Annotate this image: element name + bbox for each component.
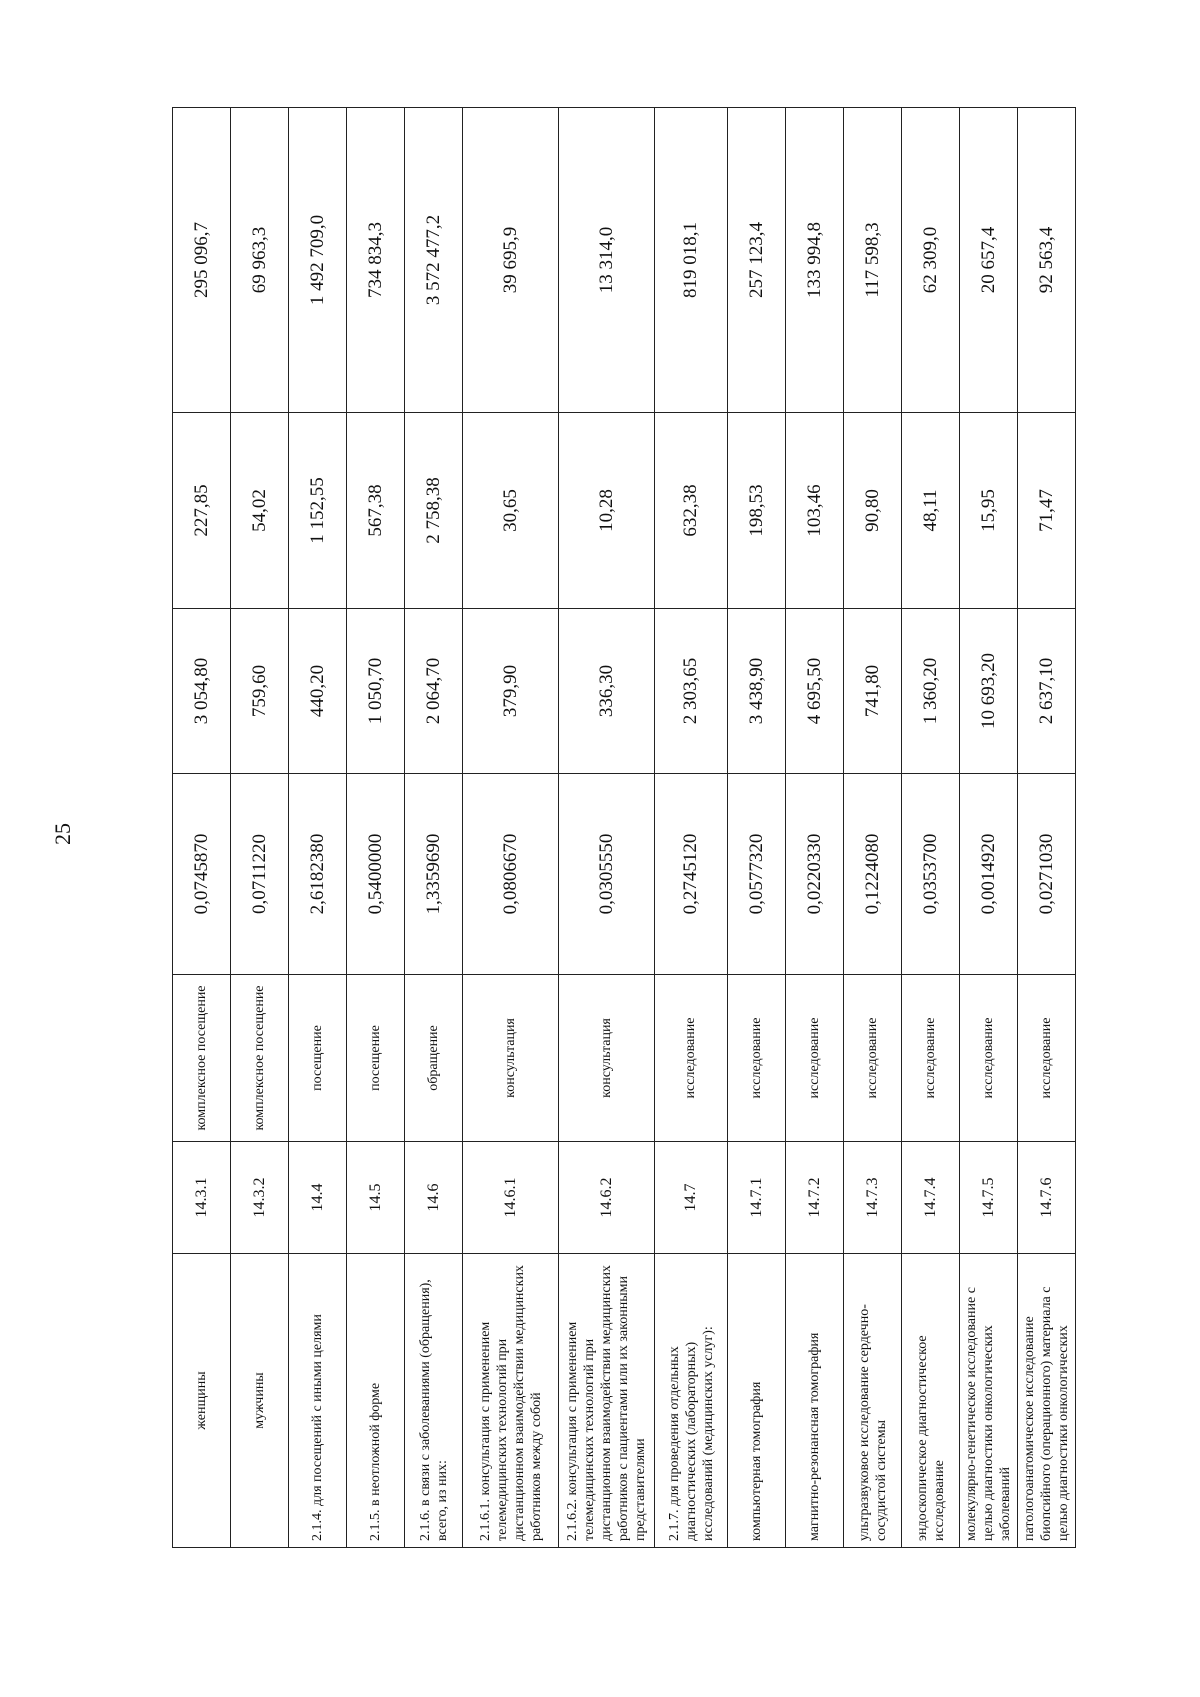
row-norm: 1,3359690 [405, 774, 463, 975]
row-total: 13 314,0 [559, 108, 655, 413]
row-total: 257 123,4 [728, 108, 786, 413]
row-total: 62 309,0 [902, 108, 960, 413]
row-name: молекулярно-генетическое исследование с целью диагностики онкологических заболеваний [960, 1254, 1018, 1548]
row-norm: 0,0745870 [173, 774, 231, 975]
page-number: 25 [50, 823, 75, 845]
row-total: 117 598,3 [844, 108, 902, 413]
row-code: 14.7 [655, 1142, 728, 1254]
row-per-capita: 54,02 [231, 413, 289, 609]
row-code: 14.7.2 [786, 1142, 844, 1254]
row-unit: исследование [655, 975, 728, 1142]
row-code: 14.4 [289, 1142, 347, 1254]
row-unit: консультация [559, 975, 655, 1142]
row-total: 1 492 709,0 [289, 108, 347, 413]
table-row [902, 108, 960, 1548]
row-cost: 3 438,90 [728, 609, 786, 774]
row-norm: 0,0220330 [786, 774, 844, 975]
row-unit: исследование [728, 975, 786, 1142]
row-cost: 4 695,50 [786, 609, 844, 774]
row-cost: 336,30 [559, 609, 655, 774]
row-code: 14.7.4 [902, 1142, 960, 1254]
row-code: 14.5 [347, 1142, 405, 1254]
row-per-capita: 103,46 [786, 413, 844, 609]
row-norm: 0,0353700 [902, 774, 960, 975]
row-norm: 0,2745120 [655, 774, 728, 975]
row-total: 3 572 477,2 [405, 108, 463, 413]
table-row [960, 108, 1018, 1548]
row-per-capita: 198,53 [728, 413, 786, 609]
row-per-capita: 2 758,38 [405, 413, 463, 609]
row-cost: 440,20 [289, 609, 347, 774]
row-total: 92 563,4 [1018, 108, 1076, 413]
table-row [844, 108, 902, 1548]
row-norm: 2,6182380 [289, 774, 347, 975]
row-name: мужчины [231, 1254, 289, 1548]
row-norm: 0,0577320 [728, 774, 786, 975]
rotated-table-container [172, 108, 1072, 1548]
row-unit: обращение [405, 975, 463, 1142]
row-name: 2.1.6. в связи с заболеваниями (обращения), всего, из них: [405, 1254, 463, 1548]
row-norm: 0,0711220 [231, 774, 289, 975]
row-total: 819 018,1 [655, 108, 728, 413]
row-unit: исследование [902, 975, 960, 1142]
table-row [463, 108, 559, 1548]
row-cost: 379,90 [463, 609, 559, 774]
row-code: 14.6.1 [463, 1142, 559, 1254]
row-cost: 2 064,70 [405, 609, 463, 774]
row-unit: комплексное посещение [173, 975, 231, 1142]
row-unit: исследование [1018, 975, 1076, 1142]
row-code: 14.6.2 [559, 1142, 655, 1254]
table-row [655, 108, 728, 1548]
row-cost: 1 050,70 [347, 609, 405, 774]
row-name: компьютерная томография [728, 1254, 786, 1548]
row-name: магнитно-резонансная томография [786, 1254, 844, 1548]
row-per-capita: 227,85 [173, 413, 231, 609]
table-row [1018, 108, 1076, 1548]
table-body [173, 108, 1076, 1548]
table-row [559, 108, 655, 1548]
row-code: 14.3.1 [173, 1142, 231, 1254]
row-per-capita: 632,38 [655, 413, 728, 609]
row-per-capita: 71,47 [1018, 413, 1076, 609]
table-row [173, 108, 231, 1548]
row-cost: 2 637,10 [1018, 609, 1076, 774]
row-per-capita: 567,38 [347, 413, 405, 609]
row-total: 39 695,9 [463, 108, 559, 413]
table-row [405, 108, 463, 1548]
table-row [347, 108, 405, 1548]
row-name: 2.1.7. для проведения отдельных диагностических (лабораторных) исследований (медицинских услуг): [655, 1254, 728, 1548]
row-cost: 2 303,65 [655, 609, 728, 774]
row-norm: 0,0305550 [559, 774, 655, 975]
row-code: 14.7.1 [728, 1142, 786, 1254]
row-per-capita: 10,28 [559, 413, 655, 609]
row-cost: 3 054,80 [173, 609, 231, 774]
row-total: 295 096,7 [173, 108, 231, 413]
row-unit: исследование [844, 975, 902, 1142]
row-per-capita: 15,95 [960, 413, 1018, 609]
row-total: 133 994,8 [786, 108, 844, 413]
row-name: женщины [173, 1254, 231, 1548]
row-name: эндоскопическое диагностическое исследование [902, 1254, 960, 1548]
row-code: 14.6 [405, 1142, 463, 1254]
row-code: 14.7.3 [844, 1142, 902, 1254]
row-unit: посещение [289, 975, 347, 1142]
row-cost: 741,80 [844, 609, 902, 774]
row-code: 14.3.2 [231, 1142, 289, 1254]
table-row [231, 108, 289, 1548]
row-per-capita: 90,80 [844, 413, 902, 609]
row-unit: исследование [960, 975, 1018, 1142]
row-total: 20 657,4 [960, 108, 1018, 413]
cost-table [172, 107, 1076, 1548]
row-norm: 0,1224080 [844, 774, 902, 975]
row-name: патологоанатомическое исследование биопсийного (операционного) материала с целью диагностики онкологических [1018, 1254, 1076, 1548]
row-unit: комплексное посещение [231, 975, 289, 1142]
row-norm: 0,5400000 [347, 774, 405, 975]
row-norm: 0,0806670 [463, 774, 559, 975]
row-unit: консультация [463, 975, 559, 1142]
row-total: 69 963,3 [231, 108, 289, 413]
row-name: 2.1.5. в неотложной форме [347, 1254, 405, 1548]
row-name: ультразвуковое исследование сердечно-сосудистой системы [844, 1254, 902, 1548]
row-name: 2.1.6.2. консультация с применением телемедицинских технологий при дистанционном взаимодействии медицинских работников с пациентами или их законными представителями [559, 1254, 655, 1548]
row-name: 2.1.6.1. консультация с применением телемедицинских технологий при дистанционном взаимодействии медицинских работников между собой [463, 1254, 559, 1548]
table-row [289, 108, 347, 1548]
row-unit: исследование [786, 975, 844, 1142]
row-unit: посещение [347, 975, 405, 1142]
row-name: 2.1.4. для посещений с иными целями [289, 1254, 347, 1548]
row-code: 14.7.5 [960, 1142, 1018, 1254]
row-code: 14.7.6 [1018, 1142, 1076, 1254]
table-row [786, 108, 844, 1548]
row-cost: 10 693,20 [960, 609, 1018, 774]
table-row [728, 108, 786, 1548]
row-norm: 0,0014920 [960, 774, 1018, 975]
row-cost: 759,60 [231, 609, 289, 774]
row-total: 734 834,3 [347, 108, 405, 413]
row-per-capita: 48,11 [902, 413, 960, 609]
row-cost: 1 360,20 [902, 609, 960, 774]
row-per-capita: 30,65 [463, 413, 559, 609]
row-per-capita: 1 152,55 [289, 413, 347, 609]
row-norm: 0,0271030 [1018, 774, 1076, 975]
